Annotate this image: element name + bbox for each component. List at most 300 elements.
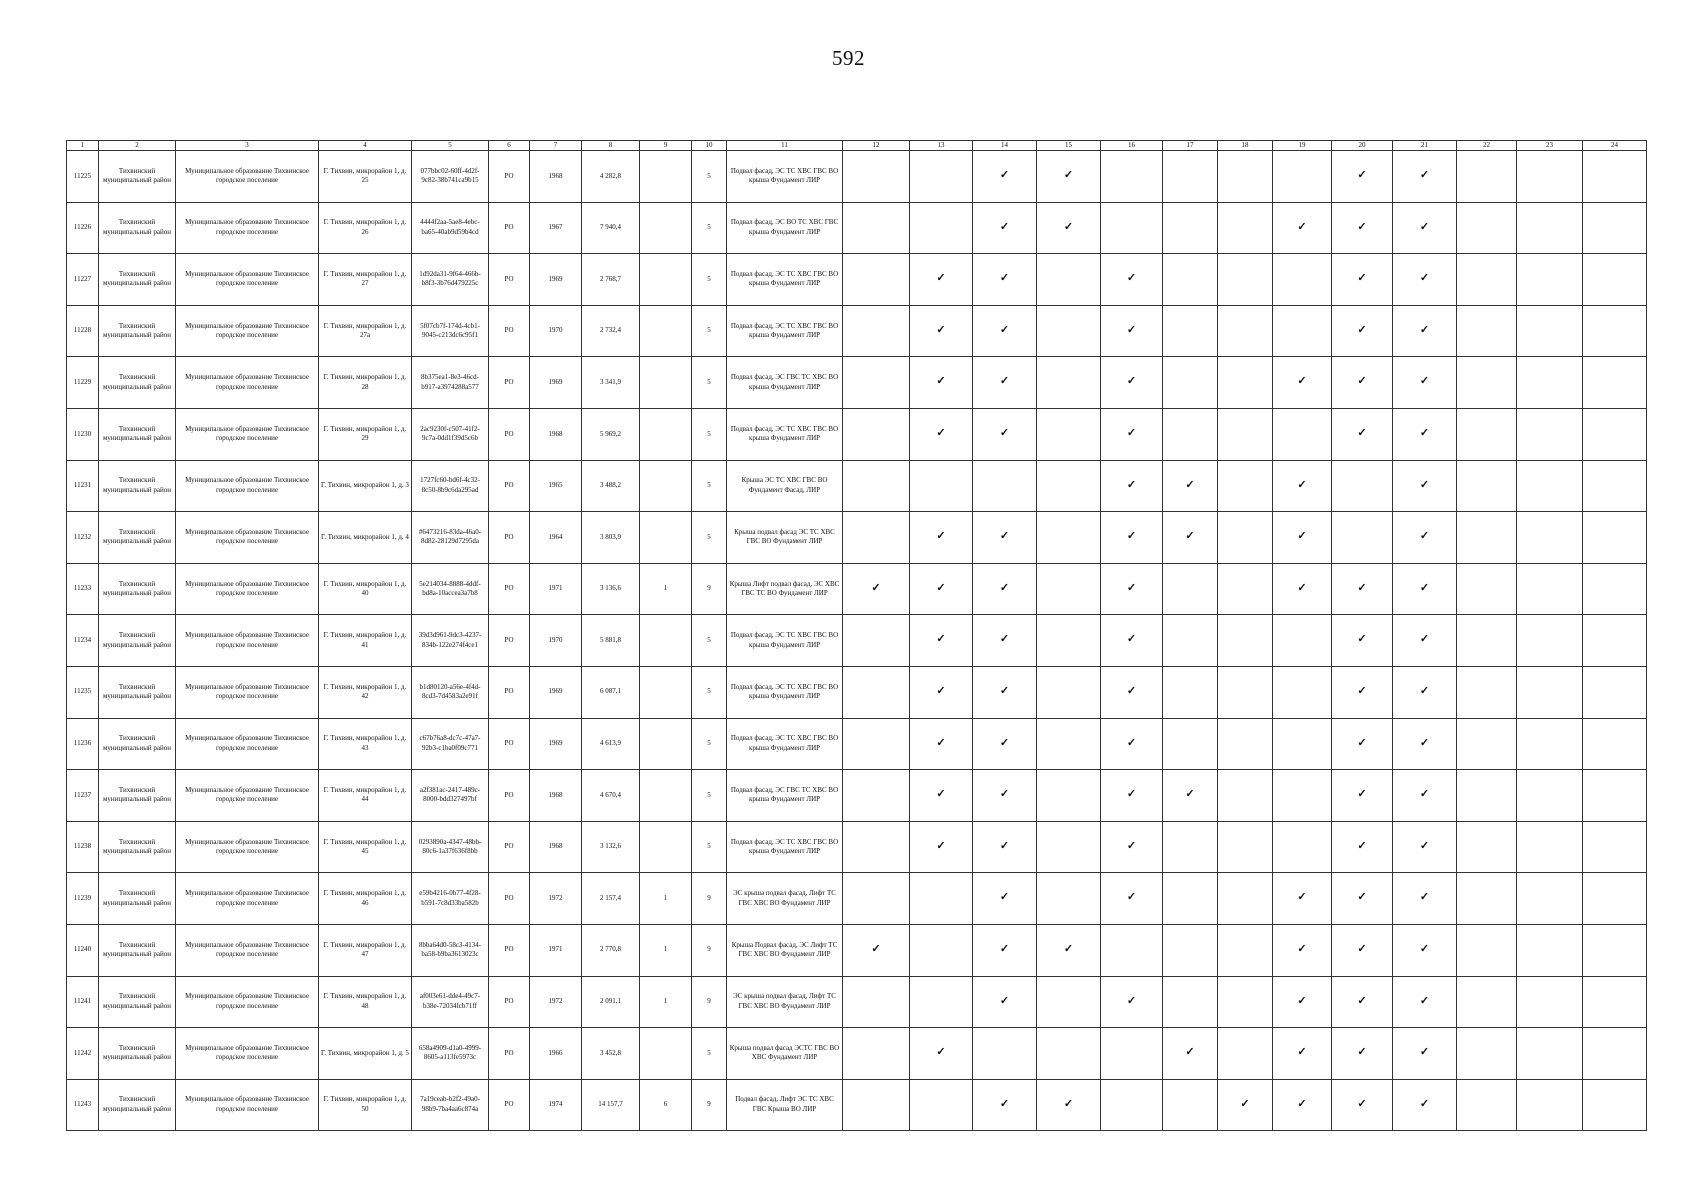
row-id-cell: 11226 [67,202,99,254]
check-cell-col-18 [1218,976,1273,1028]
check-cell-col-17 [1163,976,1218,1028]
table-row [67,976,1647,1028]
check-cell-col-16 [1101,563,1163,615]
check-cell-col-18 [1218,666,1273,718]
municipality-cell: Муниципальное образование Тихвинское городское поселение [176,1028,319,1080]
address-cell: Г. Тихвин, микрорайон 1, д. 3 [319,460,412,512]
check-cell-col-23 [1517,976,1583,1028]
check-cell-col-13 [910,357,973,409]
works-cell: Крыша Подвал фасад, ЭС Лифт ТС ГВС ХВС ВО Фундамент ЛИР [727,924,843,976]
address-cell: Г. Тихвин, микрорайон 1, д. 4 [319,512,412,564]
row-id-cell: 11240 [67,924,99,976]
municipality-cell: Муниципальное образование Тихвинское городское поселение [176,615,319,667]
check-cell-col-22 [1457,305,1517,357]
guid-cell: 1d92da31-9f64-466b-b8f3-3b76d479225c [412,254,489,306]
count-cell: 6 [640,1079,692,1131]
check-cell-col-19 [1273,976,1332,1028]
check-cell-col-13 [910,1079,973,1131]
district-cell: Тихвинский муниципальный район [99,666,176,718]
row-id-cell: 11235 [67,666,99,718]
check-mark-icon: ✓ [936,375,946,388]
check-cell-col-12 [843,408,910,460]
check-mark-icon: ✓ [871,581,881,594]
district-cell: Тихвинский муниципальный район [99,563,176,615]
check-cell-col-19 [1273,615,1332,667]
check-cell-col-14 [973,976,1037,1028]
column-number-header: 4 [319,141,412,151]
address-cell: Г. Тихвин, микрорайон 1, д. 45 [319,821,412,873]
check-cell-col-15 [1037,666,1101,718]
type-cell: РО [489,357,530,409]
check-cell-col-14 [973,512,1037,564]
check-mark-icon: ✓ [1126,478,1137,491]
municipality-cell: Муниципальное образование Тихвинское городское поселение [176,718,319,770]
check-mark-icon: ✓ [999,581,1010,594]
check-cell-col-22 [1457,615,1517,667]
check-cell-col-23 [1517,666,1583,718]
guid-cell: 39d3d961-9dc3-4237-834b-122e274f4ce1 [412,615,489,667]
type-cell: РО [489,924,530,976]
check-mark-icon: ✓ [1126,581,1137,594]
check-cell-col-16 [1101,305,1163,357]
guid-cell: 077bbc02-60ff-4d2f-9c82-38b741ca9b15 [412,151,489,203]
floors-cell: 9 [692,873,727,925]
check-cell-col-13 [910,512,973,564]
column-number-header: 10 [692,141,727,151]
year-cell: 1968 [530,151,582,203]
check-cell-col-13 [910,202,973,254]
check-mark-icon: ✓ [1063,220,1074,233]
check-cell-col-15 [1037,563,1101,615]
check-mark-icon: ✓ [999,684,1010,697]
check-cell-col-13 [910,305,973,357]
check-cell-col-13 [910,460,973,512]
address-cell: Г. Тихвин, микрорайон 1, д. 28 [319,357,412,409]
works-cell: Крыша подвал фасад ЭС ТС ХВС ГВС ВО Фундамент ЛИР [727,512,843,564]
check-cell-col-22 [1457,873,1517,925]
guid-cell: 2ac9230f-c507-41f2-9c7a-0dd1f39d5c6b [412,408,489,460]
check-cell-col-15 [1037,357,1101,409]
check-mark-icon: ✓ [1126,323,1137,336]
guid-cell: #6473216-83da-46a0-8d82-28129d7295da [412,512,489,564]
check-mark-icon: ✓ [1419,684,1430,697]
guid-cell: 8bba64d0-58c3-4134-ba58-b9ba3613023c [412,924,489,976]
check-mark-icon: ✓ [1126,684,1137,697]
municipality-cell: Муниципальное образование Тихвинское городское поселение [176,151,319,203]
check-cell-col-24 [1583,1028,1647,1080]
district-cell: Тихвинский муниципальный район [99,821,176,873]
check-cell-col-13 [910,924,973,976]
year-cell: 1967 [530,202,582,254]
check-mark-icon: ✓ [1419,1097,1430,1110]
check-cell-col-21 [1393,718,1457,770]
check-cell-col-24 [1583,357,1647,409]
check-mark-icon: ✓ [1126,788,1137,801]
check-cell-col-24 [1583,718,1647,770]
check-cell-col-23 [1517,151,1583,203]
count-cell: 1 [640,563,692,615]
check-cell-col-21 [1393,460,1457,512]
check-cell-col-14 [973,770,1037,822]
check-cell-col-23 [1517,1028,1583,1080]
check-cell-col-13 [910,563,973,615]
guid-cell: b1d80120-a56e-4f4d-8cd3-7d4583a2e91f [412,666,489,718]
check-cell-col-17 [1163,512,1218,564]
check-cell-col-24 [1583,408,1647,460]
row-id-cell: 11243 [67,1079,99,1131]
check-cell-col-23 [1517,563,1583,615]
area-cell: 2 157,4 [582,873,640,925]
check-mark-icon: ✓ [1357,1046,1367,1059]
area-cell: 2 091,1 [582,976,640,1028]
check-cell-col-13 [910,718,973,770]
check-cell-col-14 [973,873,1037,925]
type-cell: РО [489,718,530,770]
check-cell-col-24 [1583,873,1647,925]
column-number-header: 22 [1457,141,1517,151]
check-cell-col-24 [1583,305,1647,357]
check-mark-icon: ✓ [936,736,946,749]
check-cell-col-17 [1163,924,1218,976]
check-cell-col-20 [1332,770,1393,822]
check-cell-col-20 [1332,924,1393,976]
check-cell-col-19 [1273,873,1332,925]
count-cell [640,718,692,770]
row-id-cell: 11233 [67,563,99,615]
area-cell: 4 282,8 [582,151,640,203]
check-cell-col-12 [843,151,910,203]
works-cell: Подвал фасад, ЭС ТС ХВС ГВС ВО крыша Фундамент ЛИР [727,305,843,357]
check-mark-icon: ✓ [1357,581,1367,594]
column-number-header: 7 [530,141,582,151]
check-cell-col-15 [1037,254,1101,306]
check-cell-col-13 [910,408,973,460]
row-id-cell: 11236 [67,718,99,770]
check-cell-col-12 [843,1079,910,1131]
type-cell: РО [489,254,530,306]
year-cell: 1968 [530,408,582,460]
check-mark-icon: ✓ [1185,1046,1195,1059]
type-cell: РО [489,563,530,615]
check-cell-col-24 [1583,821,1647,873]
district-cell: Тихвинский муниципальный район [99,1028,176,1080]
check-cell-col-24 [1583,151,1647,203]
check-cell-col-19 [1273,460,1332,512]
area-cell: 2 768,7 [582,254,640,306]
check-mark-icon: ✓ [936,788,946,801]
type-cell: РО [489,666,530,718]
check-cell-col-13 [910,1028,973,1080]
check-mark-icon: ✓ [1357,220,1367,233]
municipality-cell: Муниципальное образование Тихвинское городское поселение [176,873,319,925]
check-mark-icon: ✓ [1185,478,1195,491]
district-cell: Тихвинский муниципальный район [99,512,176,564]
floors-cell: 5 [692,460,727,512]
table-row [67,821,1647,873]
check-cell-col-13 [910,254,973,306]
check-cell-col-24 [1583,666,1647,718]
district-cell: Тихвинский муниципальный район [99,718,176,770]
check-cell-col-23 [1517,512,1583,564]
check-cell-col-14 [973,305,1037,357]
check-cell-col-18 [1218,718,1273,770]
check-cell-col-16 [1101,408,1163,460]
check-mark-icon: ✓ [999,942,1010,955]
area-cell: 6 087,1 [582,666,640,718]
count-cell [640,770,692,822]
area-cell: 3 341,9 [582,357,640,409]
check-cell-col-19 [1273,821,1332,873]
works-cell: Подвал фасад, ЭС ТС ХВС ГВС ВО крыша Фундамент ЛИР [727,408,843,460]
check-mark-icon: ✓ [1357,272,1367,285]
table-row [67,357,1647,409]
works-cell: Подвал фасад, ЭС ТС ХВС ГВС ВО крыша Фундамент ЛИР [727,254,843,306]
check-mark-icon: ✓ [1297,478,1307,491]
count-cell [640,151,692,203]
check-cell-col-16 [1101,151,1163,203]
district-cell: Тихвинский муниципальный район [99,873,176,925]
check-cell-col-21 [1393,1028,1457,1080]
check-mark-icon: ✓ [1297,375,1307,388]
check-cell-col-24 [1583,202,1647,254]
check-cell-col-16 [1101,666,1163,718]
works-cell: Крыша подвал фасад ЭСТС ГВС ВО ХВС Фундамент ЛИР [727,1028,843,1080]
check-mark-icon: ✓ [1419,169,1430,182]
table-row [67,718,1647,770]
column-number-header: 11 [727,141,843,151]
check-cell-col-20 [1332,202,1393,254]
check-cell-col-16 [1101,512,1163,564]
check-mark-icon: ✓ [936,839,946,852]
floors-cell: 5 [692,770,727,822]
address-cell: Г. Тихвин, микрорайон 1, д. 46 [319,873,412,925]
row-id-cell: 11238 [67,821,99,873]
check-cell-col-16 [1101,1028,1163,1080]
check-cell-col-20 [1332,718,1393,770]
check-mark-icon: ✓ [1297,581,1307,594]
check-cell-col-12 [843,254,910,306]
check-mark-icon: ✓ [999,994,1010,1007]
check-mark-icon: ✓ [999,736,1010,749]
check-cell-col-21 [1393,563,1457,615]
column-number-header: 16 [1101,141,1163,151]
type-cell: РО [489,512,530,564]
check-mark-icon: ✓ [999,220,1010,233]
check-mark-icon: ✓ [999,169,1010,182]
check-mark-icon: ✓ [1357,1097,1367,1110]
check-mark-icon: ✓ [999,323,1010,336]
check-cell-col-18 [1218,151,1273,203]
column-number-header: 20 [1332,141,1393,151]
district-cell: Тихвинский муниципальный район [99,924,176,976]
row-id-cell: 11237 [67,770,99,822]
check-cell-col-16 [1101,821,1163,873]
check-cell-col-14 [973,202,1037,254]
guid-cell: c67b76a8-dc7c-47a7-92b3-c1ba0f09c771 [412,718,489,770]
column-number-header: 24 [1583,141,1647,151]
check-cell-col-15 [1037,1079,1101,1131]
floors-cell: 5 [692,718,727,770]
check-cell-col-20 [1332,666,1393,718]
floors-cell: 5 [692,1028,727,1080]
type-cell: РО [489,976,530,1028]
check-cell-col-13 [910,151,973,203]
count-cell [640,357,692,409]
check-cell-col-19 [1273,254,1332,306]
check-cell-col-21 [1393,770,1457,822]
check-cell-col-17 [1163,1079,1218,1131]
address-cell: Г. Тихвин, микрорайон 1, д. 50 [319,1079,412,1131]
check-cell-col-13 [910,821,973,873]
table-row [67,305,1647,357]
type-cell: РО [489,460,530,512]
check-cell-col-21 [1393,615,1457,667]
type-cell: РО [489,615,530,667]
check-mark-icon: ✓ [1419,581,1430,594]
check-cell-col-17 [1163,770,1218,822]
check-cell-col-14 [973,357,1037,409]
guid-cell: a2f381ac-2417-489c-8000-bdd327497bf [412,770,489,822]
table-row [67,924,1647,976]
check-cell-col-24 [1583,924,1647,976]
check-cell-col-19 [1273,924,1332,976]
address-cell: Г. Тихвин, микрорайон 1, д. 43 [319,718,412,770]
row-id-cell: 11239 [67,873,99,925]
check-cell-col-19 [1273,202,1332,254]
column-number-header: 13 [910,141,973,151]
check-cell-col-22 [1457,666,1517,718]
check-cell-col-14 [973,563,1037,615]
check-mark-icon: ✓ [1357,684,1367,697]
check-cell-col-17 [1163,460,1218,512]
works-cell: Подвал фасад, ЭС ВО ТС ХВС ГВС крыша Фундамент ЛИР [727,202,843,254]
table-row [67,1028,1647,1080]
district-cell: Тихвинский муниципальный район [99,976,176,1028]
check-mark-icon: ✓ [999,891,1010,904]
year-cell: 1971 [530,563,582,615]
check-cell-col-12 [843,924,910,976]
year-cell: 1974 [530,1079,582,1131]
check-mark-icon: ✓ [1297,220,1307,233]
guid-cell: 658a4909-d1a0-4999-8605-a113fe5973c [412,1028,489,1080]
works-cell: Подвал фасад, ЭС ГВС ТС ХВС ВО крыша Фундамент ЛИР [727,357,843,409]
check-mark-icon: ✓ [936,323,946,336]
works-cell: Подвал фасад, ЭС ГВС ТС ХВС ВО крыша Фундамент ЛИР [727,770,843,822]
check-mark-icon: ✓ [1126,891,1137,904]
check-cell-col-17 [1163,1028,1218,1080]
check-cell-col-12 [843,1028,910,1080]
floors-cell: 9 [692,976,727,1028]
floors-cell: 9 [692,563,727,615]
check-cell-col-24 [1583,512,1647,564]
check-cell-col-20 [1332,563,1393,615]
table-row [67,563,1647,615]
row-id-cell: 11232 [67,512,99,564]
check-mark-icon: ✓ [1419,891,1430,904]
check-cell-col-12 [843,615,910,667]
check-mark-icon: ✓ [1419,323,1430,336]
column-number-header: 21 [1393,141,1457,151]
check-cell-col-20 [1332,512,1393,564]
row-id-cell: 11227 [67,254,99,306]
row-id-cell: 11225 [67,151,99,203]
check-mark-icon: ✓ [936,633,946,646]
check-mark-icon: ✓ [999,633,1010,646]
floors-cell: 5 [692,305,727,357]
check-cell-col-12 [843,770,910,822]
check-cell-col-16 [1101,976,1163,1028]
check-cell-col-20 [1332,615,1393,667]
check-mark-icon: ✓ [1240,1097,1250,1110]
check-mark-icon: ✓ [999,530,1010,543]
district-cell: Тихвинский муниципальный район [99,254,176,306]
check-cell-col-18 [1218,202,1273,254]
check-cell-col-14 [973,408,1037,460]
district-cell: Тихвинский муниципальный район [99,305,176,357]
check-mark-icon: ✓ [871,942,881,955]
check-cell-col-14 [973,1028,1037,1080]
address-cell: Г. Тихвин, микрорайон 1, д. 26 [319,202,412,254]
area-cell: 14 157,7 [582,1079,640,1131]
check-mark-icon: ✓ [999,375,1010,388]
column-number-header: 23 [1517,141,1583,151]
check-mark-icon: ✓ [1357,169,1367,182]
check-cell-col-19 [1273,151,1332,203]
type-cell: РО [489,873,530,925]
district-cell: Тихвинский муниципальный район [99,408,176,460]
check-mark-icon: ✓ [1126,839,1137,852]
column-number-header: 8 [582,141,640,151]
check-mark-icon: ✓ [999,427,1010,440]
area-cell: 2 732,4 [582,305,640,357]
check-mark-icon: ✓ [1297,891,1307,904]
check-cell-col-21 [1393,408,1457,460]
address-cell: Г. Тихвин, микрорайон 1, д. 41 [319,615,412,667]
check-cell-col-13 [910,615,973,667]
floors-cell: 5 [692,408,727,460]
check-cell-col-23 [1517,615,1583,667]
check-mark-icon: ✓ [999,839,1010,852]
check-mark-icon: ✓ [1126,736,1137,749]
column-number-header: 6 [489,141,530,151]
count-cell [640,460,692,512]
column-number-row [67,141,1647,151]
check-cell-col-15 [1037,305,1101,357]
column-number-header: 3 [176,141,319,151]
check-mark-icon: ✓ [1063,1097,1074,1110]
year-cell: 1966 [530,1028,582,1080]
type-cell: РО [489,408,530,460]
check-cell-col-23 [1517,408,1583,460]
check-cell-col-23 [1517,924,1583,976]
row-id-cell: 11230 [67,408,99,460]
check-cell-col-15 [1037,460,1101,512]
check-cell-col-23 [1517,770,1583,822]
check-cell-col-19 [1273,512,1332,564]
check-cell-col-18 [1218,305,1273,357]
housing-table [66,140,1647,1131]
address-cell: Г. Тихвин, микрорайон 1, д. 44 [319,770,412,822]
check-cell-col-16 [1101,770,1163,822]
floors-cell: 9 [692,1079,727,1131]
table-row [67,408,1647,460]
area-cell: 4 613,9 [582,718,640,770]
municipality-cell: Муниципальное образование Тихвинское городское поселение [176,1079,319,1131]
check-mark-icon: ✓ [1419,1046,1430,1059]
check-cell-col-19 [1273,770,1332,822]
column-number-header: 18 [1218,141,1273,151]
check-mark-icon: ✓ [1419,478,1430,491]
